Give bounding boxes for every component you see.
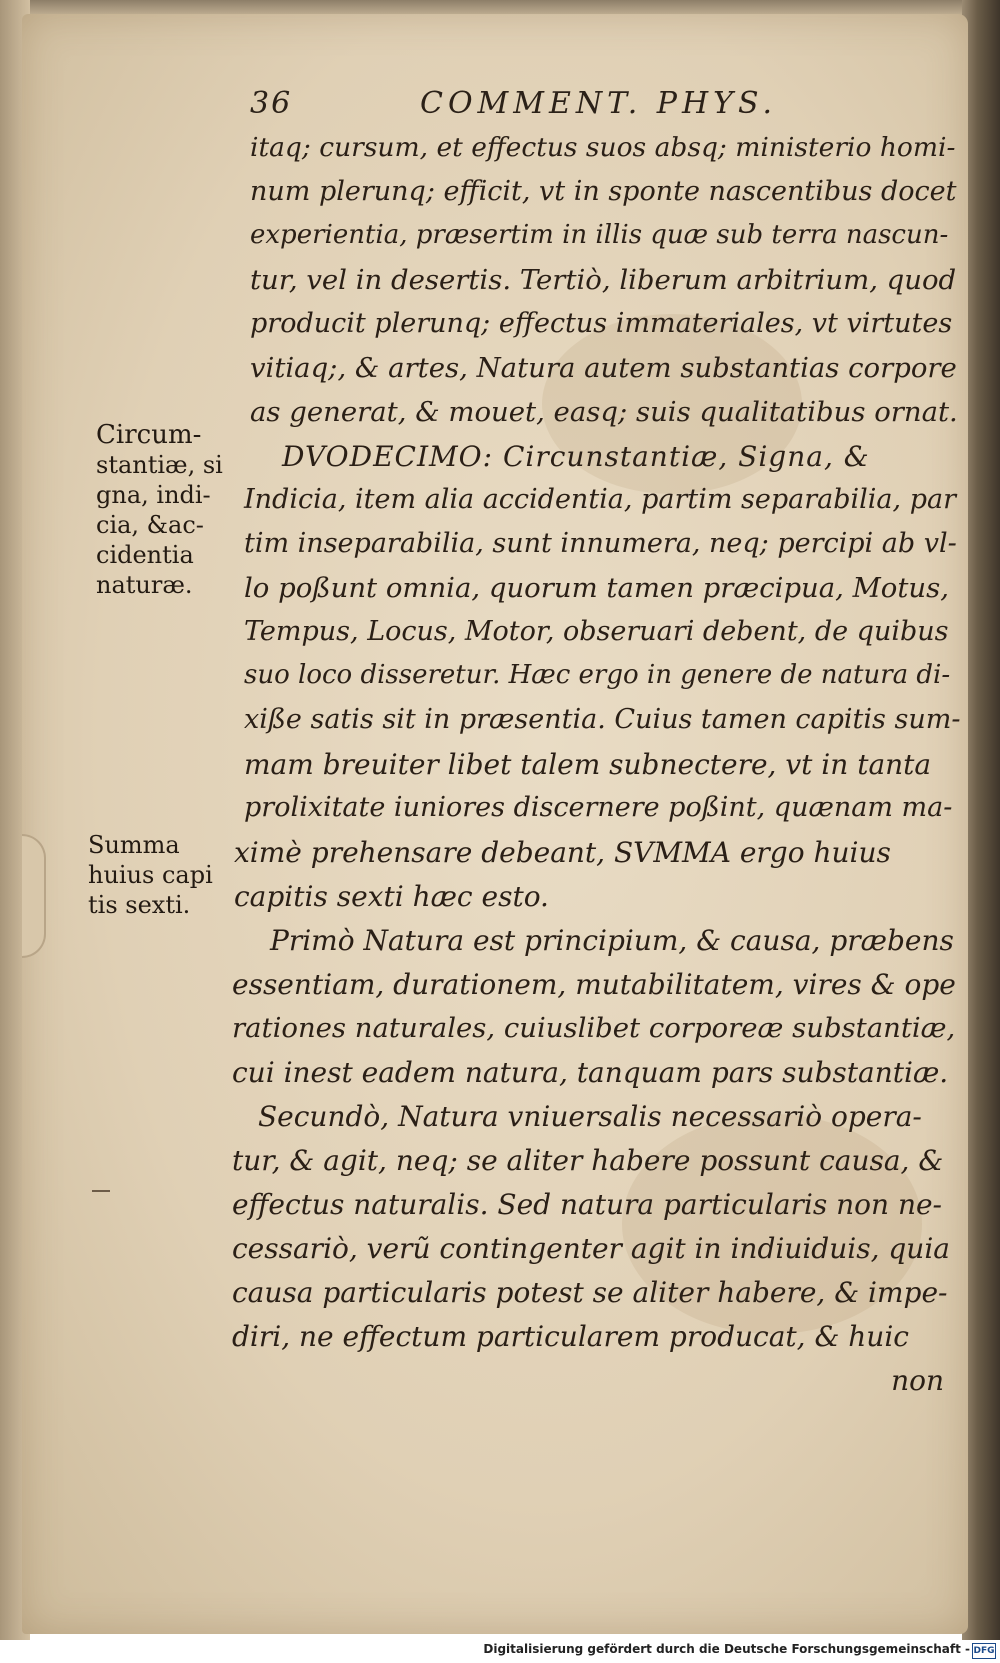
text-line: DVODECIMO: Circunstantiæ, Signa, &: [282, 440, 870, 473]
dfg-logo: DFG: [972, 1643, 996, 1659]
running-title: COMMENT. PHYS.: [420, 86, 777, 121]
text-line: cessariò, verũ contingenter agit in indiuiduis, quia: [232, 1232, 950, 1265]
margin-dash: [92, 1190, 110, 1192]
running-header: [250, 86, 830, 126]
text-line: experientia, præsertim in illis quæ sub terra nascun-: [250, 220, 949, 250]
text-line: essentiam, durationem, mutabilitatem, vires & ope: [232, 968, 956, 1001]
marginal-note-summa: [88, 830, 228, 920]
text-line: causa particularis potest se aliter habere, & impe-: [232, 1276, 948, 1309]
text-line: tur, vel in desertis. Tertiò, liberum arbitrium, quod: [250, 264, 957, 296]
text-line: xiße satis sit in præsentia. Cuius tamen capitis sum-: [244, 704, 961, 735]
margin-line: cidentia: [96, 541, 194, 569]
text-line: suo loco disseretur. Hæc ergo in genere de natura di-: [244, 660, 951, 690]
text-line: diri, ne effectum particularem producat, & huic: [232, 1320, 909, 1353]
marginal-note-circumstantiae: [96, 420, 236, 600]
margin-line: stantiæ, si: [96, 451, 223, 479]
text-line: lo poßunt omnia, quorum tamen præcipua, Motus,: [244, 572, 949, 604]
margin-line: Summa: [88, 831, 180, 859]
margin-line: tis sexti.: [88, 891, 191, 919]
text-line: mam breuiter libet talem subnectere, vt in tanta: [244, 748, 932, 781]
margin-line: naturæ.: [96, 571, 193, 599]
catchword: non: [891, 1364, 944, 1397]
margin-line: huius capi: [88, 861, 213, 889]
text-line: Indicia, item alia accidentia, partim separabilia, par: [244, 484, 956, 515]
margin-line: cia, &ac-: [96, 511, 204, 539]
page-number: 36: [250, 86, 293, 121]
text-line: producit plerunq; effectus immateriales, vt virtutes: [250, 308, 953, 339]
margin-line: gna, indi-: [96, 481, 211, 509]
text-line: Tempus, Locus, Motor, obseruari debent, de quibus: [244, 616, 949, 647]
text-line: capitis sexti hæc esto.: [234, 880, 549, 913]
text-line: rationes naturales, cuiuslibet corporeæ substantiæ,: [232, 1012, 956, 1044]
text-line: itaq; cursum, et effectus suos absq; ministerio homi-: [250, 132, 956, 163]
text-line: tim inseparabilia, sunt innumera, neq; percipi ab vl-: [244, 528, 957, 559]
text-line: Secundò, Natura vniuersalis necessariò opera-: [258, 1100, 922, 1133]
text-line: tur, & agit, neq; se aliter habere possunt causa, &: [232, 1144, 944, 1177]
page-fold: [22, 834, 46, 958]
margin-line: Circum-: [96, 420, 202, 450]
text-line: cui inest eadem natura, tanquam pars substantiæ.: [232, 1056, 949, 1089]
digitization-footer: [0, 1640, 1000, 1663]
text-line: Primò Natura est principium, & causa, præbens: [270, 924, 954, 957]
funding-credit: Digitalisierung gefördert durch die Deutsche Forschungsgemeinschaft -: [483, 1642, 970, 1656]
text-line: effectus naturalis. Sed natura particularis non ne-: [232, 1188, 943, 1221]
text-line: prolixitate iuniores discernere poßint, quænam ma-: [244, 792, 953, 823]
text-line: vitiaq;, & artes, Natura autem substantias corpore: [250, 352, 957, 384]
text-line: as generat, & mouet, easq; suis qualitatibus ornat.: [250, 396, 958, 428]
text-line: num plerunq; efficit, vt in sponte nascentibus docet: [250, 176, 957, 207]
text-line: ximè prehensare debeant, SVMMA ergo huius: [234, 836, 891, 869]
